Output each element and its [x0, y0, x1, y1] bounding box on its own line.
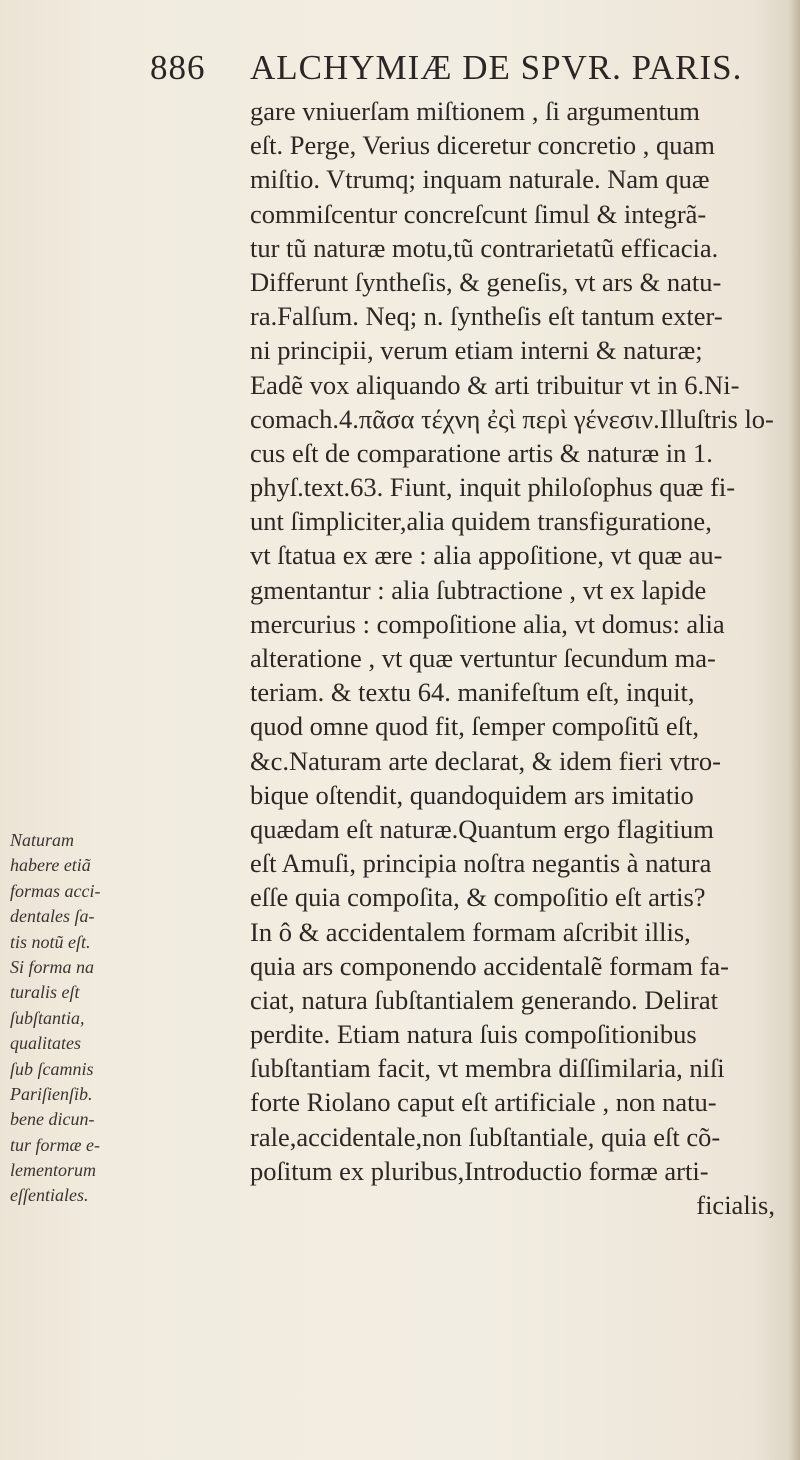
text-line: phyſ.text.63. Fiunt, inquit philoſophus quæ fi- — [250, 472, 736, 503]
margin-note-line: bene dicun- — [10, 1109, 95, 1130]
text-line: ra.Falſum. Neq; n. ſyntheſis eſt tantum exter- — [250, 301, 723, 332]
margin-note-line: qualitates — [10, 1033, 81, 1054]
margin-note-line: tis notũ eſt. — [10, 931, 91, 952]
text-line: forte Riolano caput eſt artificiale , non natu- — [250, 1087, 717, 1118]
text-line: teriam. & textu 64. manifeſtum eſt, inquit, — [250, 677, 695, 708]
text-line: perdite. Etiam natura ſuis compoſitionibus — [250, 1019, 697, 1050]
text-line: eſt. Perge, Verius diceretur concretio , quam — [250, 130, 715, 161]
running-title: ALCHYMIÆ DE SPVR. PARIS. — [250, 48, 743, 87]
text-line: mercurius : compoſitione alia, vt domus: alia — [250, 608, 725, 639]
text-line: Differunt ſyntheſis, & geneſis, vt ars & natu- — [250, 266, 722, 297]
page-number: 886 — [150, 48, 206, 87]
text-line: gmentantur : alia ſubtractione , vt ex lapide — [250, 574, 707, 605]
text-line: tur tũ naturæ motu,tũ contrarietatũ efficacia. — [250, 232, 719, 263]
text-line: ſubſtantiam facit, vt membra diſſimilaria, niſi — [250, 1053, 725, 1084]
margin-note-line: Naturam — [10, 830, 75, 850]
margin-note — [10, 828, 150, 1209]
margin-note-line: Si forma na — [10, 956, 95, 977]
text-line: alteratione , vt quæ vertuntur ſecundum ma- — [250, 643, 716, 673]
text-line: vt ſtatua ex ære : alia appoſitione, vt quæ au- — [250, 540, 723, 571]
margin-note-line: lementorum — [10, 1160, 96, 1181]
text-line: commiſcentur concreſcunt ſimul & integrã- — [250, 198, 707, 229]
text-line: ciat, natura ſubſtantialem generando. Delirat — [250, 984, 718, 1015]
text-line: unt ſimpliciter,alia quidem transfiguratione, — [250, 506, 712, 537]
text-line: Eadẽ vox aliquando & arti tribuitur vt in 6.Ni- — [250, 369, 740, 400]
text-line: comach.4.πᾶσα τέχνη ἐςὶ περὶ γένεσιν.Illuſtris lo- — [250, 403, 774, 434]
text-line: &c.Naturam arte declarat, & idem fieri vtro- — [250, 745, 721, 776]
text-line: quædam eſt naturæ.Quantum ergo flagitium — [250, 813, 714, 844]
margin-note-line: formas acci- — [10, 880, 101, 901]
text-line: bique oſtendit, quandoquidem ars imitatio — [250, 779, 694, 810]
text-line: poſitum ex pluribus,Introductio formæ arti- — [250, 1155, 709, 1186]
page-header — [150, 48, 750, 98]
text-line: eſt Amuſi, principia noſtra negantis à natura — [250, 848, 712, 879]
page-edge — [786, 0, 800, 1460]
margin-note-line: ſub ſcamnis — [10, 1058, 94, 1079]
text-line: cus eſt de comparatione artis & naturæ in 1. — [250, 437, 713, 468]
margin-note-line: turalis eſt — [10, 982, 80, 1003]
text-line: eſſe quia compoſita, & compoſitio eſt artis? — [250, 882, 706, 913]
text-line: ficialis, — [696, 1190, 775, 1220]
margin-note-line: dentales ſa- — [10, 906, 95, 927]
text-line: gare vniuerſam miſtionem , ſi argumentum — [250, 96, 700, 126]
text-line: ni principii, verum etiam interni & naturæ; — [250, 335, 703, 366]
margin-note-line: eſſentiales. — [10, 1185, 89, 1206]
margin-note-line: tur formæ e- — [10, 1134, 100, 1155]
margin-note-line: habere etiã — [10, 855, 91, 876]
text-line: rale,accidentale,non ſubſtantiale, quia eſt cõ- — [250, 1121, 721, 1152]
margin-note-line: Pariſienſib. — [10, 1083, 93, 1104]
main-text-block — [250, 94, 785, 1222]
text-line: quod omne quod fit, ſemper compoſitũ eſt, — [250, 711, 699, 742]
text-line: In ô & accidentalem formam aſcribit illis, — [250, 916, 691, 947]
margin-note-line: ſubſtantia, — [10, 1007, 85, 1028]
text-line: quia ars componendo accidentalẽ formam fa- — [250, 950, 729, 981]
text-line: miſtio. Vtrumq; inquam naturale. Nam quæ — [250, 164, 710, 195]
